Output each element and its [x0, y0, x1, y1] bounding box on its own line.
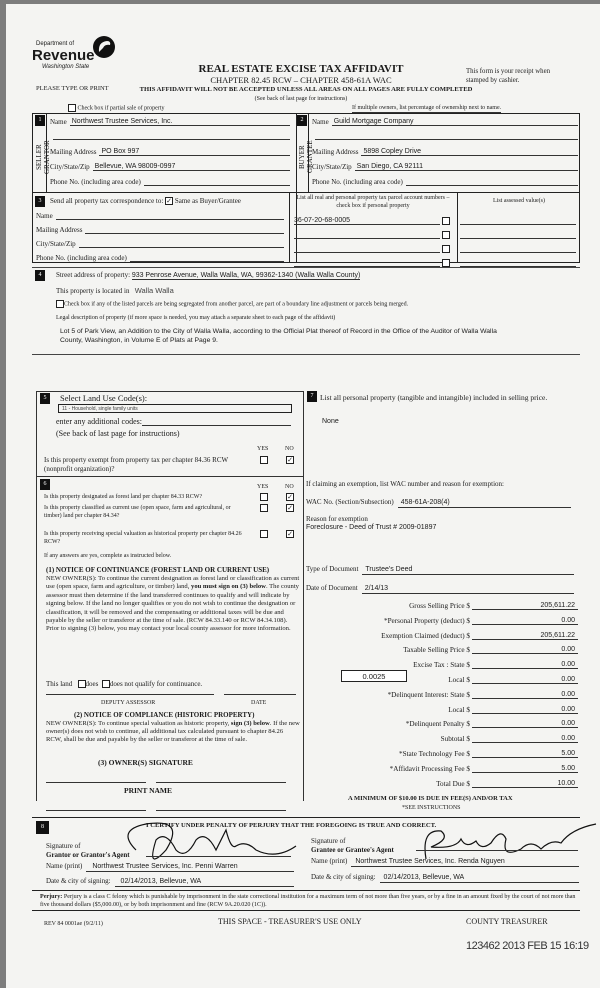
corr-city-field[interactable]: City/State/Zip [36, 239, 284, 248]
notice-continuance-text: NEW OWNER(S): To continue the current designation as forest land or classification as current use (open space, farm and agriculture, or timber) land, you must sign on (3) below. The county assessor must then determine if the land transferred continues to qualify and will indicate by signing below. If the land no longer qualifies or you do not wish to continue the designation or classification, it will be removed and the compensating or additional taxes will be due and payable by the seller or transferor at the time of sale. (RCW 84.33.140 or RCW 84.34.108). Prior to signing (3) below, you may contact your local county assessor for more information. [46, 575, 300, 633]
historic-no-checkbox[interactable]: ✓ [287, 530, 293, 538]
amount-value[interactable]: 5.00 [472, 750, 578, 758]
multiple-owners-note: If multiple owners, list percentage of ownership next to name. [352, 105, 502, 111]
amount-value[interactable]: 5.00 [472, 765, 578, 773]
legal-description: Lot 5 of Park View, an Addition to the City of Walla Walla, according to the Official Plat thereof of Record in the Office of the Auditor of Walla Walla County, Washington, in Volume E of Plats at Page 9. [60, 328, 497, 344]
amount-label: Local $ [448, 676, 470, 684]
legal-description-label: Legal description of property (if more space is needed, you may attach a separate sheet to each page of the affidavit) [56, 315, 336, 321]
amount-label: *Personal Property (deduct) $ [383, 616, 470, 625]
reason-value[interactable]: Foreclosure - Deed of Trust # 2009-01897 [306, 524, 437, 531]
street-address-row[interactable]: Street address of property: 933 Penrose Avenue, Walla Walla, WA, 99362-1340 (Walla Walla County) [56, 271, 361, 279]
document-type-field[interactable]: Type of Document Trustee's Deed [306, 565, 574, 575]
print-name-label: PRINT NAME [124, 786, 172, 795]
amount-row[interactable] [306, 780, 578, 788]
section-3-number: 3 [35, 196, 45, 207]
affidavit-page [6, 4, 600, 988]
current-use-yes-checkbox[interactable] [260, 504, 268, 512]
amount-value[interactable]: 205,611.22 [472, 632, 578, 640]
seller-name-field[interactable]: Name Northwest Trustee Services, Inc. [50, 117, 290, 126]
forest-no-checkbox[interactable]: ✓ [287, 493, 293, 501]
current-use-question: Is this property classified as current use (open space, farm and agricultural, or timber) land per chapter 84.34? [44, 505, 231, 519]
amount-value[interactable]: 0.00 [472, 661, 578, 669]
land-use-code-select[interactable]: 11 - Household, single family units [58, 404, 292, 413]
segregated-row[interactable]: Check box if any of the listed parcels are being segregated from another parcel, are part of a boundary line adjustment or parcels being merged. [56, 300, 408, 308]
corr-name-field[interactable]: Name [36, 211, 284, 220]
buyer-grantee-label: BUYER GRANTEE [298, 140, 314, 174]
no-header: NO [285, 446, 294, 452]
buyer-city-field[interactable]: City/State/Zip San Diego, CA 92111 [312, 162, 578, 171]
parcel-row[interactable] [294, 239, 576, 253]
logo-swirl-icon [92, 34, 116, 60]
does-qualify-checkbox[interactable] [78, 680, 86, 688]
assessed-header: List assessed value(s) [493, 198, 545, 204]
treasurer-space-label: THIS SPACE - TREASURER'S USE ONLY [218, 917, 362, 926]
exempt-question: Is this property exempt from property tax per chapter 84.36 RCW (nonprofit organization)? [44, 456, 228, 473]
reason-label: Reason for exemption [306, 515, 368, 523]
located-row: This property is located in Walla Walla [56, 286, 174, 295]
parcels-header: List all real and personal property tax parcel account numbers – check box if personal property [296, 195, 450, 209]
yes-header: YES [257, 484, 269, 490]
certify-statement: I CERTIFY UNDER PENALTY OF PERJURY THAT THE FOREGOING IS TRUE AND CORRECT. [146, 822, 437, 829]
dor-logo [32, 34, 122, 74]
county-treasurer-label: COUNTY TREASURER [466, 917, 548, 926]
parcel-row[interactable] [294, 225, 576, 239]
forest-question: Is this property designated as forest land per chapter 84.33 RCW? [44, 494, 203, 500]
notice-continuance-title: (1) NOTICE OF CONTINUANCE (FOREST LAND OR CURRENT USE) [46, 566, 270, 574]
amount-label: *Delinquent Penalty $ [405, 720, 470, 729]
section-5-number: 5 [40, 393, 50, 404]
notice-compliance-text: NEW OWNER(S): To continue special valuation as historic property, sign (3) below. If the new owner(s) does not wish to continue, all additional tax calculated pursuant to chapter 84.26 RCW, shall be due and payable by the seller or transferor at the time of sale. [46, 720, 300, 743]
amount-label: Taxable Selling Price $ [403, 646, 470, 655]
segregated-checkbox[interactable] [56, 300, 64, 308]
amount-row[interactable] [306, 706, 578, 714]
additional-codes-field[interactable]: enter any additional codes: [56, 417, 291, 426]
amount-row[interactable] [306, 617, 578, 625]
grantor-signature-label: Signature of Grantor or Grantor's Agent [46, 842, 130, 859]
amount-value[interactable]: 0.00 [472, 617, 578, 625]
amount-label: *State Technology Fee $ [398, 750, 470, 758]
owner-signature-label: (3) OWNER(S) SIGNATURE [98, 758, 193, 767]
treasurer-stamp: 123462 2013 FEB 15 16:19 [466, 940, 589, 952]
logo-name: Revenue [32, 47, 95, 64]
receipt-note: This form is your receipt when stamped by cashier. [466, 68, 550, 84]
logo-dept: Department of [36, 41, 75, 47]
form-title: REAL ESTATE EXCISE TAX AFFIDAVIT [198, 63, 404, 75]
grantee-name-field[interactable]: Name (print) Northwest Trustee Services, Inc. Renda Nguyen [311, 857, 579, 867]
grantee-date-field[interactable]: Date & city of signing: 02/14/2013, Bellevue, WA [311, 873, 579, 883]
logo-state: Washington State [42, 64, 90, 70]
amount-label: Local $ [448, 705, 470, 714]
see-back-note: (See back of last page for instructions) [254, 96, 348, 102]
grantor-name-field[interactable]: Name (print) Northwest Trustee Services, Inc. Penni Warren [46, 862, 294, 872]
section-7-number: 7 [307, 391, 317, 402]
amount-row[interactable] [306, 646, 578, 654]
buyer-mailing-field[interactable]: Mailing Address 5898 Copley Drive [312, 147, 578, 156]
perjury-notice: Perjury: Perjury is a class C felony which is punishable by imprisonment in the state correctional institution for a maximum term of not more than five years, or by a fine in an amount fixed by the court of not more than five thousand dollars ($5,000.00), or by both imprisonment and fine (RCW 9A.20.020 (1C)). [40, 894, 576, 908]
amount-label: Excise Tax : State $ [413, 661, 470, 670]
same-as-buyer-checkbox[interactable]: ✓ [166, 197, 173, 206]
type-or-print: PLEASE TYPE OR PRINT [36, 85, 109, 92]
amount-row[interactable] [306, 750, 578, 758]
seller-grantor-label: SELLER GRANTOR [35, 140, 51, 174]
partial-sale-label: Check box if partial sale of property [77, 105, 165, 112]
warning-text: THIS AFFIDAVIT WILL NOT BE ACCEPTED UNLESS ALL AREAS ON ALL PAGES ARE FULLY COMPLETED [139, 86, 473, 93]
notice-compliance-title: (2) NOTICE OF COMPLIANCE (HISTORIC PROPERTY) [74, 711, 255, 719]
amount-value[interactable]: 10.00 [472, 780, 578, 788]
personal-property-value[interactable]: None [322, 418, 339, 425]
amount-row[interactable] [306, 735, 578, 743]
historic-question: Is this property receiving special valuation as historical property per chapter 84.26 RCW? [44, 531, 242, 545]
seller-phone-field[interactable]: Phone No. (including area code) [50, 177, 290, 186]
partial-sale-checkbox[interactable] [68, 104, 76, 112]
amount-value[interactable]: 0.00 [472, 735, 578, 743]
parcel-row[interactable] [294, 253, 576, 267]
buyer-phone-field[interactable]: Phone No. (including area code) [312, 177, 578, 186]
form-revision: REV 84 0001ae (9/2/11) [44, 921, 103, 927]
amount-label: Subtotal $ [440, 735, 470, 744]
deputy-assessor-label: DEPUTY ASSESSOR [101, 700, 156, 706]
amount-value[interactable]: 0.00 [472, 646, 578, 654]
forest-yes-checkbox[interactable] [260, 493, 268, 501]
grantee-signature-label: Signature of Grantee or Grantee's Agent [311, 837, 394, 854]
corr-mailing-field[interactable]: Mailing Address [36, 225, 284, 234]
amount-row[interactable] [306, 691, 578, 699]
yes-header: YES [257, 446, 269, 452]
form-subtitle: CHAPTER 82.45 RCW – CHAPTER 458-61A WAC [210, 75, 392, 85]
exempt-yes-checkbox[interactable] [260, 456, 268, 464]
personal-property-label: List all personal property (tangible and intangible) included in selling price. [320, 393, 548, 402]
document-date-field[interactable]: Date of Document 2/14/13 [306, 584, 574, 594]
does-not-qualify-checkbox[interactable] [102, 680, 110, 688]
if-yes-note: If any answers are yes, complete as instructed below. [44, 553, 172, 559]
amount-label: *Affidavit Processing Fee $ [389, 764, 470, 773]
section-8-number: 8 [36, 821, 49, 834]
grantor-date-field[interactable]: Date & city of signing: 02/14/2013, Bellevue, WA [46, 877, 294, 887]
amount-value[interactable]: 0.00 [472, 706, 578, 714]
seller-mailing-field[interactable]: Mailing Address PO Box 997 [50, 147, 290, 156]
corr-phone-field[interactable]: Phone No. (including area code) [36, 253, 284, 262]
minimum-due-note: A MINIMUM OF $10.00 IS DUE IN FEE(S) AND/OR TAX [348, 795, 513, 802]
current-use-no-checkbox[interactable]: ✓ [287, 504, 293, 512]
wac-field[interactable]: WAC No. (Section/Subsection) 458-61A-208(4) [306, 498, 571, 508]
local-rate-field[interactable]: 0.0025 [341, 670, 407, 682]
section-1-number: 1 [35, 115, 45, 126]
buyer-name-field[interactable]: Name Guild Mortgage Company [312, 117, 578, 126]
parcel-list [294, 211, 576, 267]
amount-value[interactable]: 205,611.22 [472, 602, 578, 610]
correspondence-label: Send all property tax correspondence to: ✓ Same as Buyer/Grantee [50, 197, 241, 206]
amount-value[interactable]: 0.00 [472, 691, 578, 699]
amount-row[interactable] [306, 632, 578, 640]
amount-row[interactable] [306, 720, 578, 728]
land-use-label: Select Land Use Code(s): [60, 393, 148, 403]
amount-label: Exemption Claimed (deduct) $ [381, 631, 470, 640]
amount-value[interactable]: 0.00 [472, 720, 578, 728]
parcel-row[interactable]: 36-07-20-68-0005 [294, 211, 576, 225]
no-header: NO [285, 484, 294, 490]
amount-row[interactable] [306, 765, 578, 773]
see-instructions-note: *SEE INSTRUCTIONS [402, 805, 461, 811]
amount-value[interactable]: 0.00 [472, 676, 578, 684]
section-6-number: 6 [40, 479, 50, 490]
amount-label: *Delinquent Interest: State $ [387, 690, 470, 699]
amount-row[interactable] [306, 602, 578, 610]
partial-sale-checkbox-row[interactable] [68, 104, 164, 112]
amount-row[interactable] [306, 661, 578, 669]
historic-yes-checkbox[interactable] [260, 530, 268, 538]
section-4-number: 4 [35, 270, 45, 281]
exemption-label: If claiming an exemption, list WAC number and reason for exemption: [306, 480, 504, 488]
exempt-no-checkbox[interactable]: ✓ [287, 456, 293, 464]
qualify-row: This land does does not qualify for continuance. [46, 680, 203, 688]
date-label: DATE [251, 700, 267, 706]
amount-label: Total Due $ [436, 779, 470, 788]
amount-label: Gross Selling Price $ [409, 602, 470, 610]
section-2-number: 2 [297, 115, 307, 126]
seller-city-field[interactable]: City/State/Zip Bellevue, WA 98009-0997 [50, 162, 290, 171]
land-use-see-back: (See back of last page for instructions) [56, 429, 180, 438]
